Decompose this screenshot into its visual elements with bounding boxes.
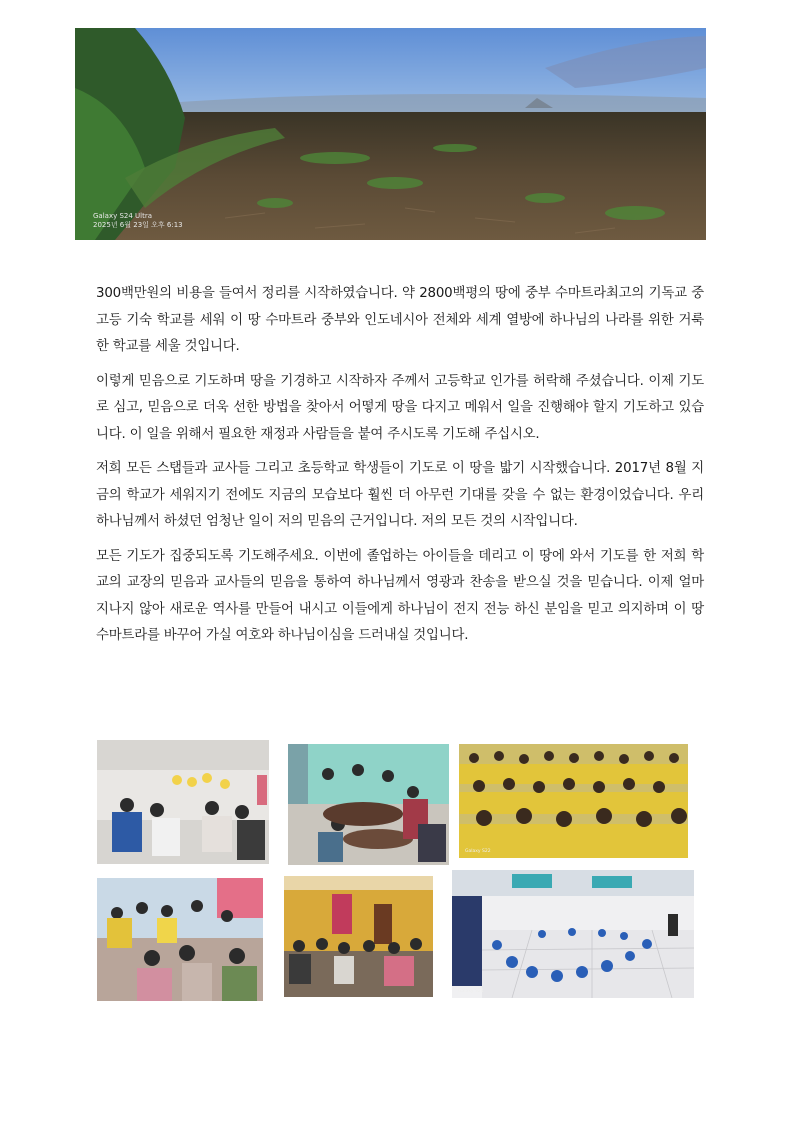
paragraph-2: 이렇게 믿음으로 기도하며 땅을 기경하고 시작하자 주께서 고등학교 인가를 허락해 주셨습니다. 이제 기도로 심고, 믿음으로 더욱 선한 방법을 찾아서 어떻게 땅을 다지고 메워서 일을 진행해야 할지 기도하고 있습니다. 이 일을 위해서 필요한 재정과 사람들을 붙여 주시도록 기도해 주십시오.: [96, 373, 704, 442]
article-text: [96, 281, 704, 650]
gallery-photo-3-stamp: Galaxy S22: [465, 848, 491, 854]
gallery-photo-6-stamp: Galaxy S24: [458, 988, 484, 994]
gallery-photo-students-assembly: [459, 744, 688, 858]
gallery-photo-food-preparation: [288, 744, 449, 865]
gallery-photo-teachers-gathering: [97, 878, 263, 1001]
gallery-photo-house-meeting: [284, 876, 433, 997]
gallery-photo-hall-circle: [452, 870, 694, 998]
gallery-photo-group-circle: [97, 740, 269, 864]
hero-photo-camera-stamp: Galaxy S24 Ultra 2025년 6월 23일 오후 6:13: [93, 212, 183, 229]
paragraph-4: 모든 기도가 집중되도록 기도해주세요. 이번에 졸업하는 아이들을 데리고 이 땅에 와서 기도를 한 저희 학교의 교장의 믿음과 교사들의 믿음을 통하여 하나님께서 영광과 찬송을 받으실 것을 믿습니다. 이제 얼마 지나지 않아 새로운 역사를 만들어 내시고 이들에게 하나님이 전지 전능 하신 분임을 믿고 의지하며 이 땅 수마트라를 바꾸어 가실 여호와 하나님이심을 드러내실 것입니다.: [96, 548, 704, 643]
paragraph-3: 저희 모든 스탭들과 교사들 그리고 초등학교 학생들이 기도로 이 땅을 밟기 시작했습니다. 2017년 8월 지금의 학교가 세워지기 전에도 지금의 모습보다 훨씬 더 아무런 기대를 갖을 수 없는 환경이었습니다. 우리 하나님께서 하셨던 엄청난 일이 저의 믿음의 근거입니다. 저의 모든 것의 시작입니다.: [96, 461, 704, 529]
paragraph-1: 300백만원의 비용을 들여서 정리를 시작하였습니다. 약 2800백평의 땅에 중부 수마트라최고의 기독교 중고등 기숙 학교를 세워 이 땅 수마트라 중부와 인도네시아 전체와 세계 열방에 하나님의 나라를 위한 거룩한 학교를 세울 것입니다.: [96, 286, 704, 354]
hero-photo-cleared-land: [75, 28, 706, 240]
